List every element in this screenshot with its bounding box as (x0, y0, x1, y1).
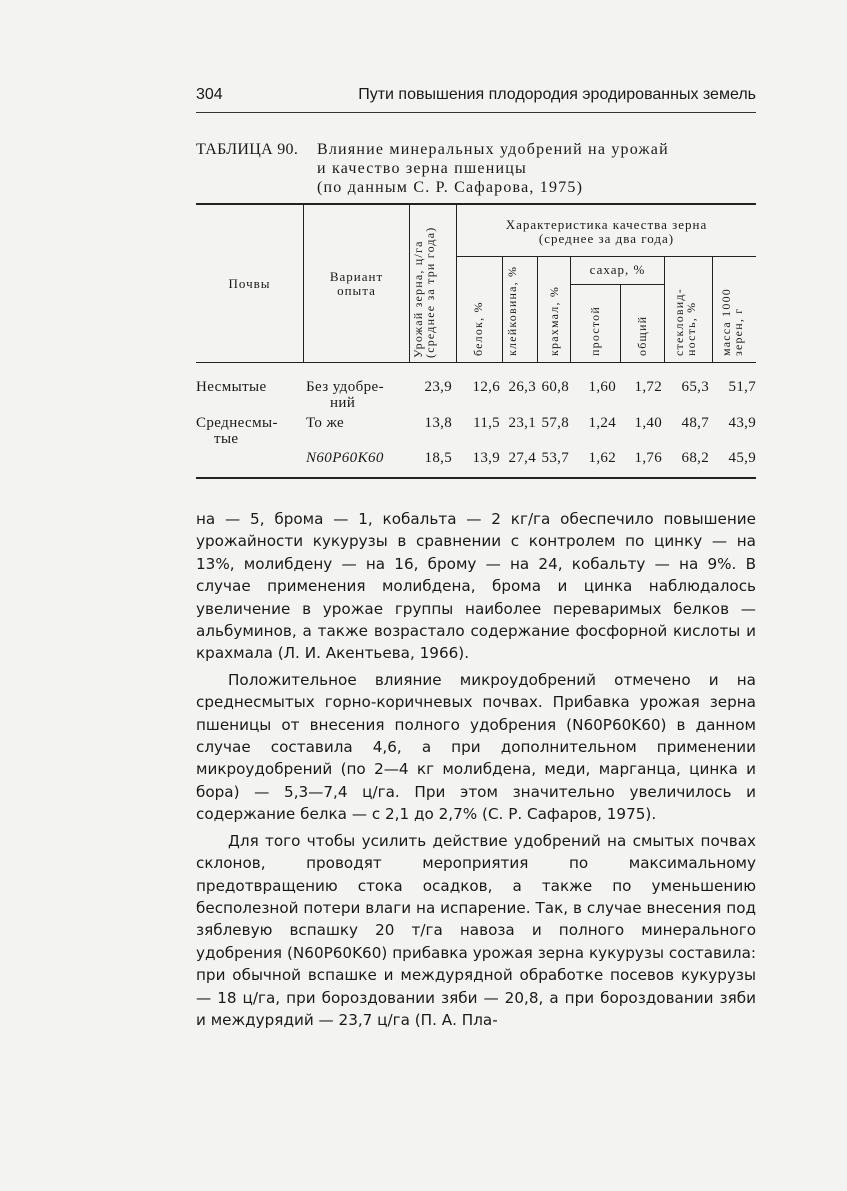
cell-protein: 12,6 (472, 379, 500, 395)
cell-vitreous: 65,3 (681, 379, 709, 395)
cell-gluten: 27,4 (508, 450, 536, 466)
col-header-starch: крахмал, % (547, 285, 561, 356)
paragraph: Положительное влияние микроудобрений отмечено и на среднесмытых горно-коричневых почвах. Прибавка урожая зерна пшеницы от внесения полного удобрения (N60P60K60) в данном случае составила 4,6, а при дополнительном применении микроудобрений (по 2—4 кг молибдена, меди, марганца, цинка и бора) — 5,3—7,4 ц/га. При этом значительно увеличилось и содержание белка — с 2,1 до 2,7% (С. Р. Сафаров, 1975). (196, 670, 756, 824)
cell-starch: 60,8 (541, 379, 569, 395)
cell-sugar-total: 1,40 (634, 415, 662, 431)
header-divider (537, 256, 538, 362)
cell-soil-cont: тые (214, 431, 239, 447)
col-header-protein: белок, % (471, 301, 485, 356)
header-divider (409, 205, 410, 362)
cell-starch: 53,7 (541, 450, 569, 466)
page-number: 304 (196, 86, 223, 103)
cell-starch: 57,8 (541, 415, 569, 431)
cell-mass: 51,7 (728, 379, 756, 395)
cell-sugar-simple: 1,24 (588, 415, 616, 431)
table-header-rule (196, 362, 756, 363)
cell-variant: То же (306, 415, 345, 431)
col-header-gluten: клейковина, % (505, 265, 519, 356)
header-divider (502, 256, 503, 362)
table-bottom-rule (196, 477, 756, 479)
col-header-mass: масса 1000 зерен, г (719, 288, 745, 356)
cell-gluten: 23,1 (508, 415, 536, 431)
table-caption (196, 140, 756, 196)
header-divider (620, 284, 621, 362)
cell-yield: 13,8 (424, 415, 452, 431)
cell-sugar-simple: 1,60 (588, 379, 616, 395)
running-title: Пути повышения плодородия эродированных земель (358, 86, 756, 103)
caption-line-1: Влияние минеральных удобрений на урожай (317, 141, 669, 158)
cell-mass: 43,9 (728, 415, 756, 431)
header-subrule (456, 256, 756, 257)
cell-variant: N60P60K60 (306, 450, 384, 466)
group-header-quality: Характеристика качества зерна (среднее за два года) (505, 217, 708, 246)
cell-soil: Среднесмы- (196, 415, 278, 431)
table-top-rule (196, 203, 756, 205)
cell-yield: 23,9 (424, 379, 452, 395)
header-rule (196, 112, 756, 113)
paragraph: Для того чтобы усилить действие удобрений на смытых почвах склонов, проводят мероприятия по максимальному предотвращению стока осадков, а также по уменьшению бесполезной потери влаги на испарение. Так, в случае внесения под зяблевую вспашку 20 т/га навоза и полного минерального удобрения (N60P60K60) прибавка урожая зерна кукурузы составила: при обычной вспашке и междурядной обработке посевов кукурузы — 18 ц/га, при бороздовании зяби — 20,8, а при бороздовании зяби и междурядий — 23,7 ц/га (П. А. Пла- (196, 831, 756, 1029)
cell-variant: Без удобре- (306, 379, 385, 395)
paragraph: на — 5, брома — 1, кобальта — 2 кг/га обеспечило повышение урожайности кукурузы в сравнении с контролем по цинку — на 13%, молибдену — на 16, брому — на 24, кобальту — на 9%. В случае применения молибдена, брома и цинка наблюдалось увеличение в урожае группы наиболее переваримых белков — альбуминов, а также возрастало содержание фосфорной кислоты и крахмала (Л. И. Акентьева, 1966). (196, 510, 756, 663)
caption-line-2: и качество зерна пшеницы (317, 160, 527, 177)
cell-protein: 11,5 (473, 415, 500, 431)
cell-gluten: 26,3 (508, 379, 536, 395)
cell-vitreous: 48,7 (681, 415, 709, 431)
header-divider (664, 256, 665, 362)
col-header-vitreous: стекловид- ность, % (672, 288, 698, 356)
col-header-sugar-simple: простой (588, 306, 602, 356)
table-caption-text (317, 140, 747, 197)
cell-sugar-simple: 1,62 (588, 450, 616, 466)
cell-vitreous: 68,2 (681, 450, 709, 466)
header-subrule (570, 284, 664, 285)
caption-line-3: (по данным С. Р. Сафарова, 1975) (317, 179, 584, 196)
cell-sugar-total: 1,72 (634, 379, 662, 395)
cell-protein: 13,9 (472, 450, 500, 466)
col-header-soils: Почвы (228, 276, 271, 291)
group-header-sugar: сахар, % (589, 262, 646, 277)
header-divider (712, 256, 713, 362)
col-header-yield: Урожай зерна, ц/га (среднее за три года) (411, 226, 437, 358)
col-header-variant: Вариант опыта (329, 269, 384, 298)
cell-yield: 18,5 (424, 450, 452, 466)
cell-soil: Несмытые (196, 379, 267, 395)
cell-variant-cont: ний (330, 395, 356, 411)
col-header-sugar-total: общий (635, 315, 649, 356)
cell-mass: 45,9 (728, 450, 756, 466)
table-caption-label: ТАБЛИЦА 90. (196, 141, 299, 158)
cell-sugar-total: 1,76 (634, 450, 662, 466)
body-text (196, 508, 756, 1035)
